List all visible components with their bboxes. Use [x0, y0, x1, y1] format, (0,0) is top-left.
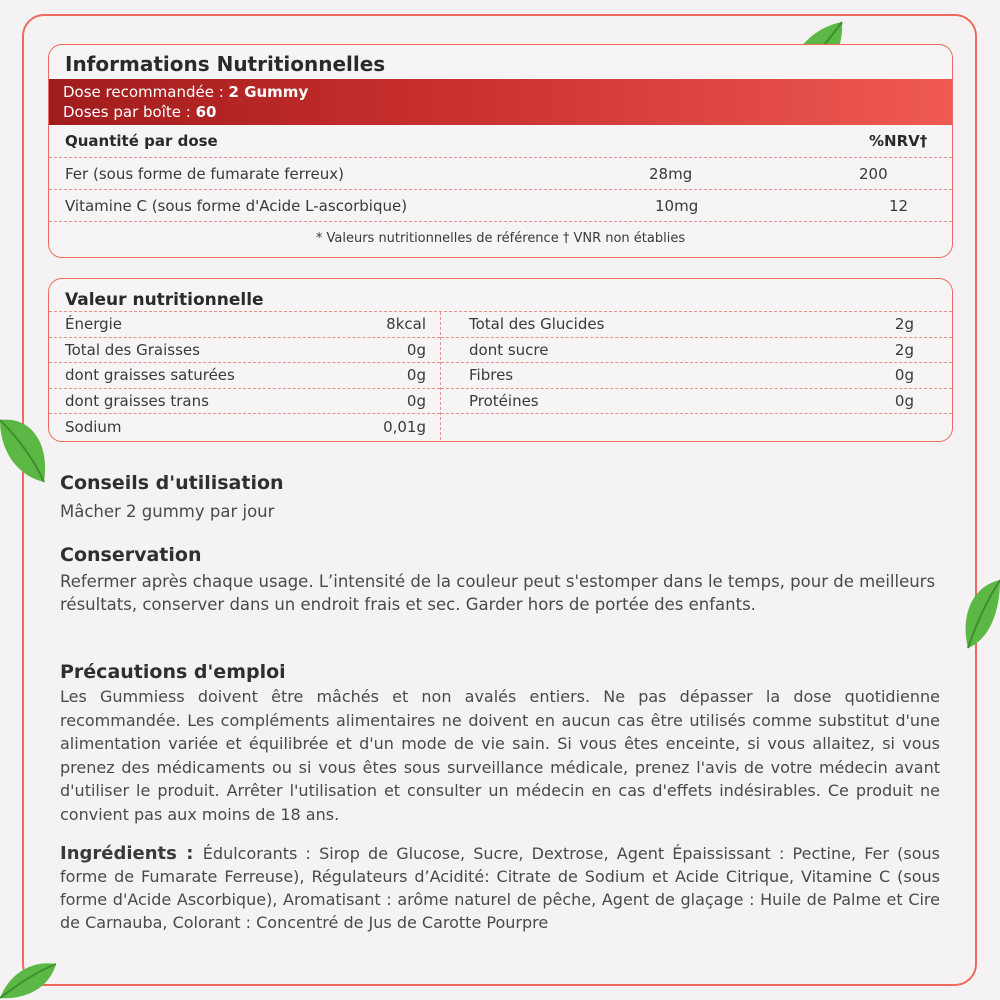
- ingredients-paragraph: [60, 842, 940, 934]
- table-row: [441, 363, 952, 389]
- value-amount: 0g: [406, 366, 426, 385]
- value-name: Total des Glucides: [469, 315, 605, 334]
- table-row: [49, 389, 440, 415]
- value-name: dont sucre: [469, 340, 549, 359]
- conservation-section: [60, 544, 940, 616]
- nutritional-value-title: Valeur nutritionnelle: [65, 290, 264, 310]
- nutrient-amount: 10mg: [655, 196, 699, 215]
- table-row: [49, 312, 440, 338]
- conservation-title: Conservation: [60, 544, 202, 566]
- dose-banner: [49, 79, 952, 125]
- table-row: [441, 389, 952, 415]
- col-quantity-header: Quantité par dose: [65, 132, 218, 150]
- value-name: Sodium: [65, 417, 122, 436]
- nutrition-info-card: [48, 44, 953, 258]
- value-name: dont graisses trans: [65, 391, 209, 410]
- table-row: [49, 363, 440, 389]
- nutritional-value-grid: [49, 311, 952, 440]
- precautions-section: [60, 661, 940, 826]
- usage-title: Conseils d'utilisation: [60, 472, 284, 494]
- nutritional-value-right-column: [441, 312, 952, 440]
- nutrient-nrv: 12: [889, 196, 909, 215]
- ingredients-section: [60, 842, 940, 934]
- nutrient-nrv: 200: [859, 164, 888, 183]
- usage-text: Mâcher 2 gummy par jour: [60, 502, 275, 521]
- dose-line: [63, 82, 938, 102]
- nutrient-amount: 28mg: [649, 164, 693, 183]
- table-row: [49, 189, 952, 221]
- dose-label: Dose recommandée :: [63, 83, 229, 101]
- nutritional-value-card: [48, 278, 953, 442]
- value-amount: 0g: [406, 391, 426, 410]
- value-amount: 0g: [894, 391, 914, 410]
- nutrition-footnote: * Valeurs nutritionnelles de référence † VNR non établies: [49, 221, 952, 255]
- value-amount: 0,01g: [383, 417, 426, 436]
- table-row: [49, 338, 440, 364]
- doses-line: [63, 102, 938, 122]
- value-name: Fibres: [469, 366, 514, 385]
- value-amount: 2g: [894, 315, 914, 334]
- conservation-text: Refermer après chaque usage. L’intensité de la couleur peut s'estomper dans le temps, pour de meilleurs résultats, conserver dans un endroit frais et sec. Garder hors de portée des enfants.: [60, 572, 936, 614]
- table-row: [49, 157, 952, 189]
- nutrient-name: Vitamine C (sous forme d'Acide L-ascorbique): [65, 196, 408, 215]
- value-amount: 0g: [894, 366, 914, 385]
- value-amount: 2g: [894, 340, 914, 359]
- value-name: Total des Graisses: [65, 340, 200, 359]
- ingredients-label: Ingrédients :: [60, 843, 203, 864]
- leaf-icon: [958, 578, 1000, 650]
- value-name: Énergie: [65, 315, 123, 334]
- value-name: dont graisses saturées: [65, 366, 235, 385]
- value-amount: 8kcal: [386, 315, 426, 334]
- leaf-icon: [0, 958, 60, 1000]
- ingredients-text: Édulcorants : Sirop de Glucose, Sucre, Dextrose, Agent Épaississant : Pectine, Fer (sous forme de Fumarate Ferreuse), Régulateurs d’Acidité: Citrate de Sodium et Acide Citrique, Vitamine C (sous forme d'Acide Ascorbique), Aromatisant : arôme naturel de pêche, Agent de glaçage : Huile de Palme et Cire de Carnauba, Colorant : Concentré de Jus de Carotte Pourpre: [60, 844, 941, 932]
- doses-label: Doses par boîte :: [63, 103, 196, 121]
- doses-value: 60: [195, 103, 217, 121]
- nutrition-header-row: [49, 125, 952, 157]
- value-name: Protéines: [469, 391, 539, 410]
- table-row: [441, 312, 952, 338]
- precautions-title: Précautions d'emploi: [60, 661, 286, 683]
- table-row: [441, 338, 952, 364]
- col-nrv-header: %NRV†: [869, 132, 928, 150]
- nutritional-value-left-column: [49, 312, 441, 440]
- dose-value: 2 Gummy: [228, 83, 309, 101]
- value-amount: 0g: [406, 340, 426, 359]
- table-row: [49, 414, 440, 440]
- usage-section: [60, 472, 940, 523]
- precautions-text: Les Gummiess doivent être mâchés et non avalés entiers. Ne pas dépasser la dose quotidienne recommandée. Les compléments alimentaires ne doivent en aucun cas être utilisés comme substitut d'une alimentation variée et équilibrée et d'un mode de vie sain. Si vous êtes enceinte, si vous allaitez, si vous prenez des médicaments ou si vous êtes sous surveillance médicale, prenez l'avis de votre médecin avant d'utiliser le produit. Arrêter l'utilisation et consulter un médecin en cas d'effets indésirables. Ce produit ne convient pas aux moins de 18 ans.: [60, 687, 940, 824]
- nutrient-name: Fer (sous forme de fumarate ferreux): [65, 164, 344, 183]
- nutrition-info-title: Informations Nutritionnelles: [65, 52, 386, 76]
- leaf-icon: [0, 412, 52, 486]
